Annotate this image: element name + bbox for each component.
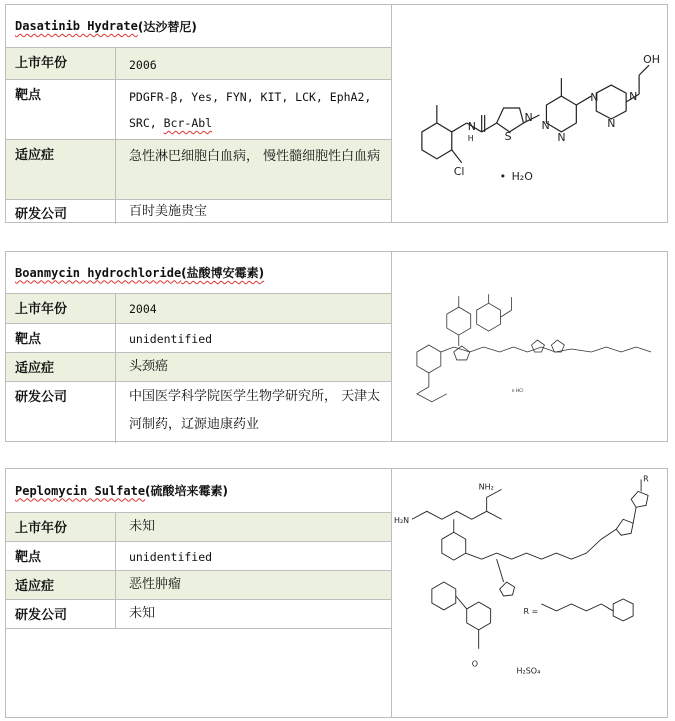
row-value: 急性淋巴细胞白血病， 慢性髓细胞性白血病 xyxy=(116,140,391,199)
row-value: 未知 xyxy=(116,513,391,541)
boanmycin-structure xyxy=(392,252,667,441)
target-part: PDGFR-β, Yes, FYN, KIT, LCK, EphA2, xyxy=(129,90,372,104)
row-launch-year xyxy=(6,294,391,324)
row-label: 上市年份 xyxy=(6,513,116,541)
row-label: 研发公司 xyxy=(6,382,116,443)
salt-label: H₂SO₄ xyxy=(516,666,541,676)
drug-title xyxy=(6,252,391,294)
row-developer xyxy=(6,382,391,443)
row-value: unidentified xyxy=(129,550,213,564)
row-launch-year xyxy=(6,48,391,80)
structure-image-boanmycin xyxy=(391,252,667,441)
r-definition-label: R = xyxy=(523,606,539,616)
drug-title-cn: (硫酸培来霉素) xyxy=(145,484,229,498)
salt-label: n HCl xyxy=(511,388,524,394)
row-label: 适应症 xyxy=(6,571,116,599)
atom-label: H xyxy=(467,133,474,143)
row-target xyxy=(6,542,391,571)
row-label: 上市年份 xyxy=(6,294,116,323)
drug-title xyxy=(6,5,391,48)
row-label: 靶点 xyxy=(6,542,116,570)
row-value: 2004 xyxy=(116,294,391,323)
row-value xyxy=(116,80,391,139)
bullet-label: • xyxy=(499,169,507,183)
atom-label: Cl xyxy=(453,164,465,178)
atom-label: OH xyxy=(643,53,660,67)
structure-image-dasatinib xyxy=(391,5,667,222)
row-label: 研发公司 xyxy=(6,600,116,628)
target-part: Bcr-Abl xyxy=(163,116,213,130)
row-launch-year xyxy=(6,513,391,542)
hydrate-label: H₂O xyxy=(511,169,533,183)
row-value: 恶性肿瘤 xyxy=(116,571,391,599)
drug-title-en: Dasatinib Hydrate xyxy=(15,19,138,33)
atom-label: N xyxy=(557,130,566,144)
dasatinib-structure xyxy=(392,5,667,222)
drug-card-dasatinib xyxy=(5,4,668,223)
drug-card-boanmycin xyxy=(5,251,668,442)
row-target xyxy=(6,324,391,353)
atom-label: S xyxy=(504,129,512,143)
drug-title-cn: (盐酸博安霉素) xyxy=(181,266,265,280)
r-group-label: R xyxy=(643,474,649,484)
row-label: 上市年份 xyxy=(6,48,116,79)
atom-label: N xyxy=(607,116,616,130)
row-indication xyxy=(6,140,391,200)
row-value: 中国医学科学院医学生物学研究所， 天津太河制药，辽源迪康药业 xyxy=(129,389,381,432)
peplomycin-structure xyxy=(392,469,667,717)
row-value: 未知 xyxy=(129,606,156,621)
drug-title-en: Boanmycin hydrochloride xyxy=(15,265,182,280)
atom-label: N xyxy=(541,118,550,132)
row-value: 百时美施贵宝 xyxy=(129,204,208,219)
atom-label: O xyxy=(471,659,478,669)
drug-info-table xyxy=(6,5,391,222)
drug-info-table xyxy=(6,252,391,441)
row-target xyxy=(6,80,391,140)
row-label: 研发公司 xyxy=(6,200,116,224)
drug-title-cn: (达沙替尼) xyxy=(137,19,197,34)
row-label: 靶点 xyxy=(6,80,116,139)
row-indication xyxy=(6,571,391,600)
atom-label: N xyxy=(590,91,599,105)
row-developer xyxy=(6,600,391,629)
row-value: unidentified xyxy=(129,332,213,346)
row-label: 适应症 xyxy=(6,140,116,199)
atom-label: NH₂ xyxy=(478,482,494,492)
atom-label: N xyxy=(524,110,533,124)
target-part: SRC, xyxy=(129,116,164,130)
row-value: 2006 xyxy=(116,48,391,79)
row-developer xyxy=(6,200,391,224)
drug-info-table xyxy=(6,469,391,719)
atom-label: H₂N xyxy=(393,516,410,526)
drug-title-en: Peplomycin Sulfate xyxy=(15,483,146,498)
row-label: 适应症 xyxy=(6,353,116,381)
atom-label: N xyxy=(467,119,476,133)
drug-title xyxy=(6,469,391,513)
row-value: 头颈癌 xyxy=(116,353,391,381)
drug-card-peplomycin xyxy=(5,468,668,718)
structure-image-peplomycin xyxy=(391,469,667,717)
atom-label: N xyxy=(629,90,638,104)
row-indication xyxy=(6,353,391,382)
row-label: 靶点 xyxy=(6,324,116,352)
